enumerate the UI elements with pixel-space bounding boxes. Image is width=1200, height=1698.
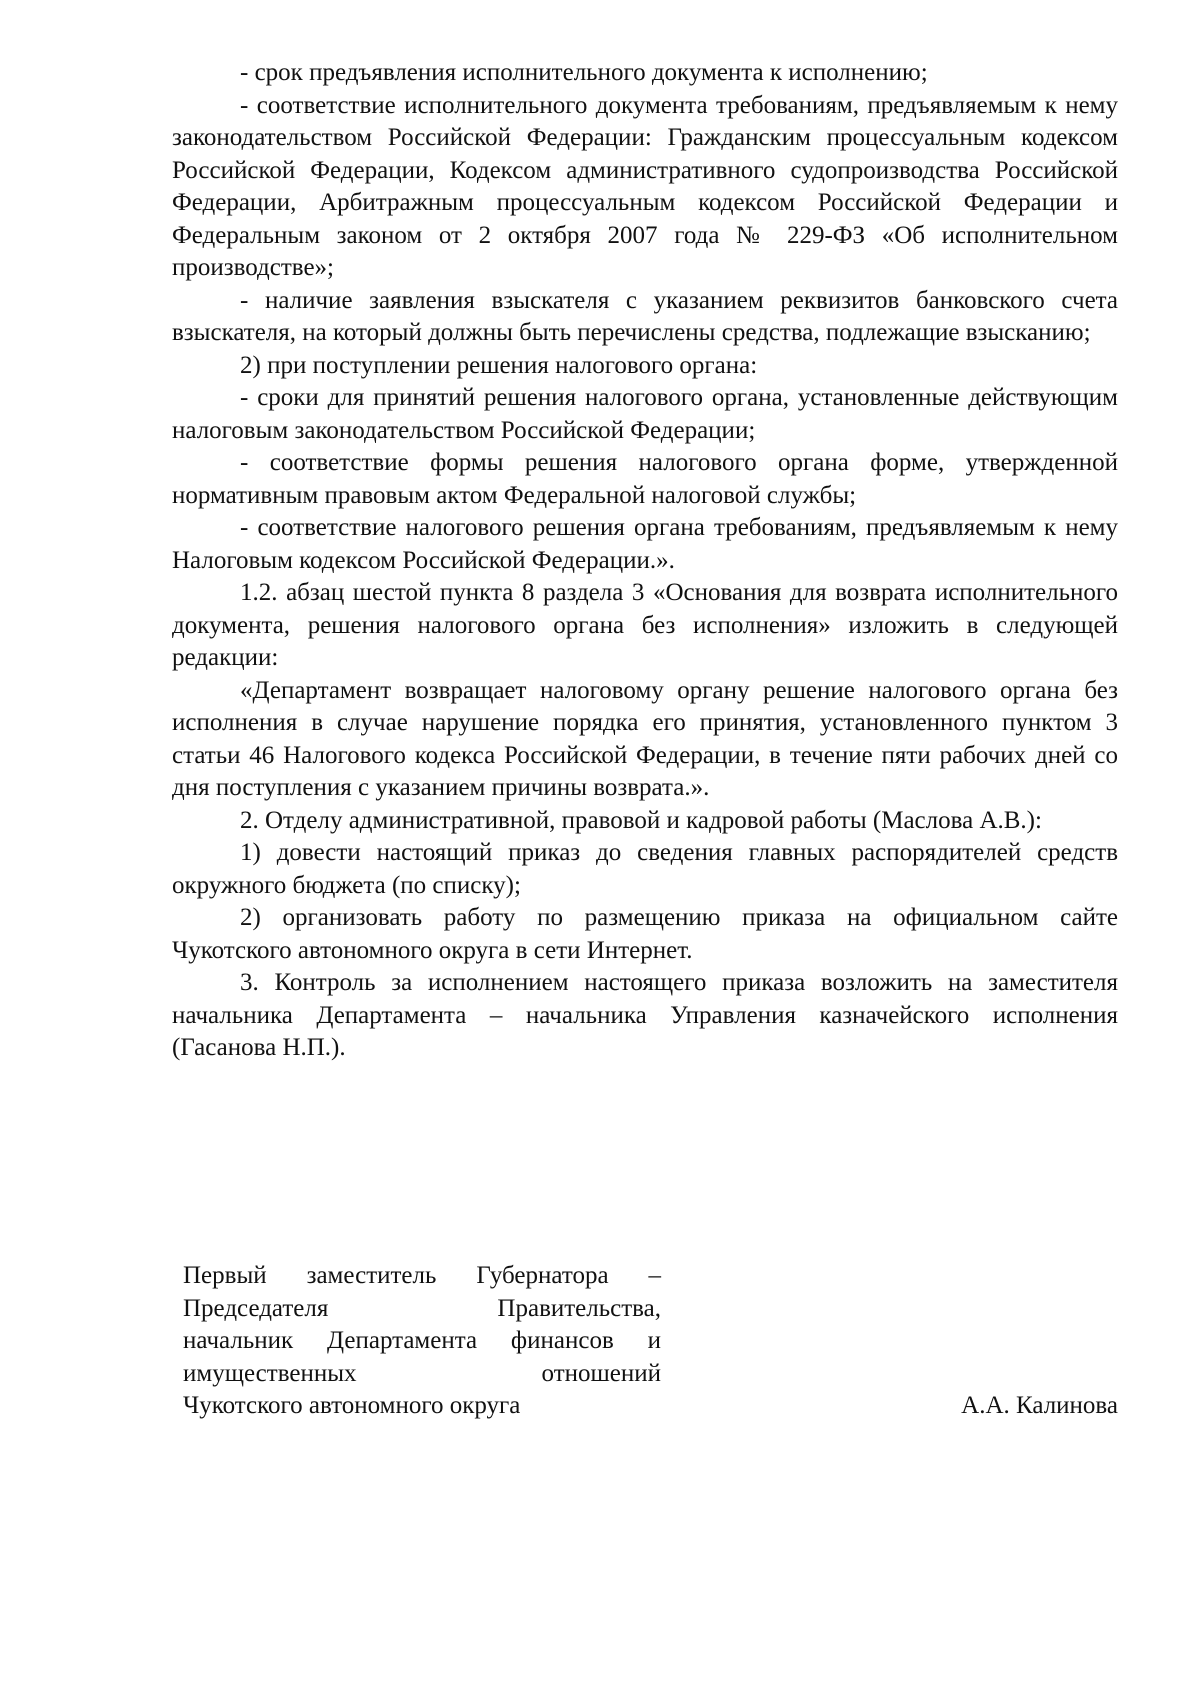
- document-body: [172, 57, 1118, 1065]
- paragraph-subitem-2: 2) организовать работу по размещению приказа на официальном сайте Чукотского автономного округа в сети Интернет.: [172, 904, 1118, 964]
- signatory-title-line: Чукотского автономного округа: [183, 1392, 521, 1419]
- paragraph-tax-decision-requirements: - соответствие налогового решения органа требованиям, предъявляемым к нему Налоговым кодексом Российской Федерации.».: [172, 514, 1118, 574]
- paragraph-tax-decision-heading: 2) при поступлении решения налогового органа:: [240, 351, 758, 379]
- paragraph-subitem-1: 1) довести настоящий приказ до сведения главных распорядителей средств окружного бюджета (по списку);: [172, 839, 1118, 899]
- signatory-title-line: имущественных отношений: [183, 1359, 661, 1387]
- signatory-name: А.А. Калинова: [961, 1392, 1118, 1419]
- paragraph-compliance-legislation: - соответствие исполнительного документа требованиям, предъявляемым к нему законодательством Российской Федерации: Гражданским процессуальным кодексом Российской Федерации, Кодексом административного судопроизводства Российской Федерации, Арбитражным процессуальным кодексом Российской Федерации и Федеральным законом от 2 октября 2007 года № 229-ФЗ «Об исполнительном производстве»;: [172, 91, 1118, 281]
- signatory-title-line: начальник Департамента финансов и: [183, 1327, 661, 1354]
- paragraph-item-3: 3. Контроль за исполнением настоящего приказа возложить на заместителя начальника Департамента – начальника Управления казначейского исполнения (Гасанова Н.П.).: [172, 969, 1118, 1061]
- signatory-title: [183, 1260, 661, 1423]
- paragraph-item-1-2: 1.2. абзац шестой пункта 8 раздела 3 «Основания для возврата исполнительного документа, решения налогового органа без исполнения» изложить в следующей редакции:: [172, 579, 1118, 671]
- paragraph-claimant-statement: - наличие заявления взыскателя с указанием реквизитов банковского счета взыскателя, на который должны быть перечислены средства, подлежащие взысканию;: [172, 286, 1118, 346]
- paragraph-deadline-presentation: - срок предъявления исполнительного документа к исполнению;: [240, 59, 928, 86]
- paragraph-tax-decision-deadlines: - сроки для принятий решения налогового органа, установленные действующим налоговым законодательством Российской Федерации;: [172, 384, 1118, 444]
- paragraph-item-2: 2. Отделу административной, правовой и кадровой работы (Маслова А.В.):: [240, 806, 1042, 834]
- paragraph-return-quote: «Департамент возвращает налоговому органу решение налогового органа без исполнения в случае нарушение порядка его принятия, установленного пунктом 3 статьи 46 Налогового кодекса Российской Федерации, в течение пяти рабочих дней со дня поступления с указанием причины возврата.».: [172, 676, 1118, 801]
- signature-block: [183, 1260, 1118, 1430]
- paragraph-tax-decision-form: - соответствие формы решения налогового органа форме, утвержденной нормативным правовым актом Федеральной налоговой службы;: [172, 449, 1118, 509]
- signatory-title-line: Первый заместитель Губернатора –: [183, 1262, 661, 1289]
- signatory-title-line: Председателя Правительства,: [183, 1294, 661, 1322]
